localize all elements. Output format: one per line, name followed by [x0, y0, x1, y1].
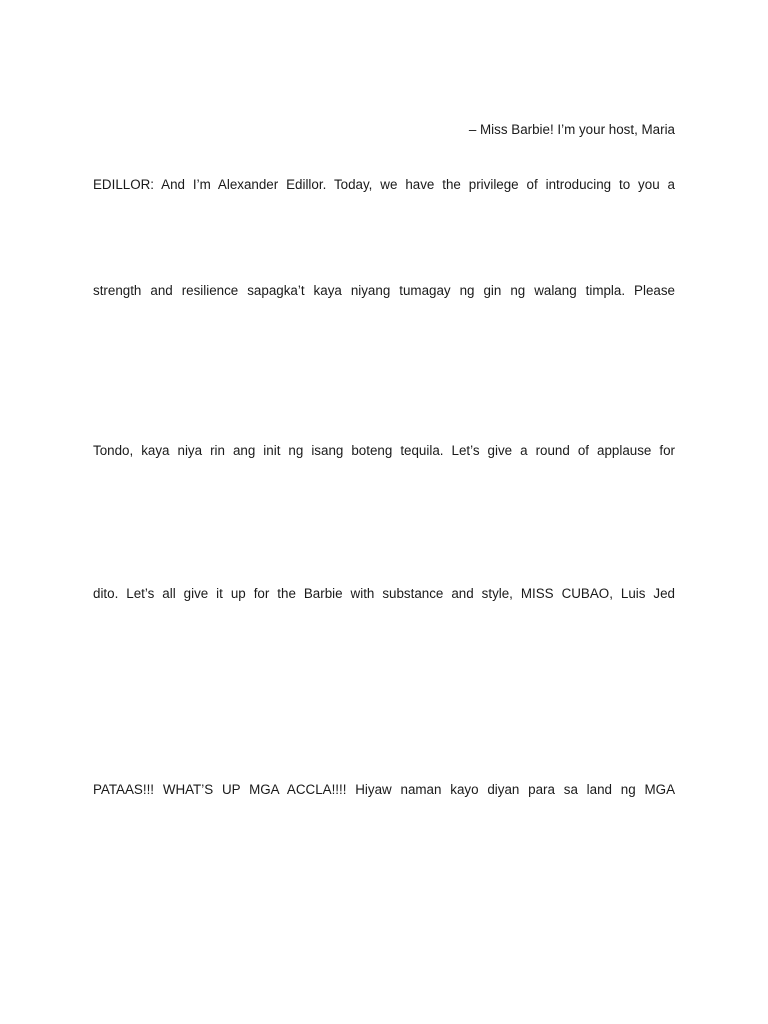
text-line: dito. Let’s all give it up for the Barbie with substance and style, MISS CUBAO, Luis Jed — [93, 586, 675, 601]
text-line: PATAAS!!! WHAT’S UP MGA ACCLA!!!! Hiyaw naman kayo diyan para sa land ng MGA — [93, 782, 675, 797]
text-line: strength and resilience sapagka’t kaya niyang tumagay ng gin ng walang timpla. Please — [93, 283, 675, 298]
text-line: – Miss Barbie! I’m your host, Maria — [468, 122, 675, 137]
text-line: Tondo, kaya niya rin ang init ng isang boteng tequila. Let’s give a round of applause for — [93, 443, 675, 458]
text-line: EDILLOR: And I’m Alexander Edillor. Today, we have the privilege of introducing to you a — [93, 177, 675, 192]
